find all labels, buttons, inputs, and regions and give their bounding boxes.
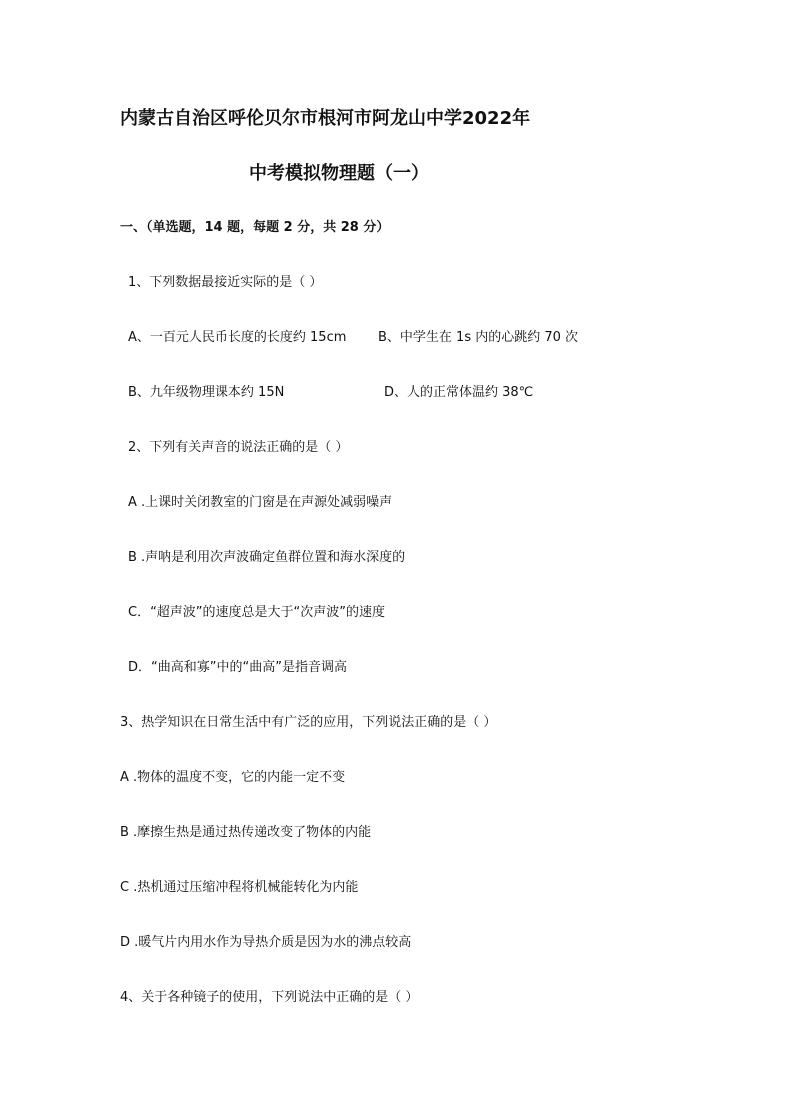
question-1-option-c: B、九年级物理课本约 15N xyxy=(128,385,285,400)
question-4-stem: 4、关于各种镜子的使用，下列说法中正确的是（ ） xyxy=(120,990,419,1005)
question-2-option-d: D．“曲高和寡”中的“曲高”是指音调高 xyxy=(128,660,347,675)
document-title-line-2: 中考模拟物理题（一） xyxy=(249,163,429,184)
question-3-stem: 3、热学知识在日常生活中有广泛的应用，下列说法正确的是（ ） xyxy=(120,715,497,730)
section-heading: 一、（单选题，14 题，每题 2 分，共 28 分） xyxy=(120,220,390,235)
question-3-option-c: C .热机通过压缩冲程将机械能转化为内能 xyxy=(120,880,359,895)
question-3-option-a: A .物体的温度不变，它的内能一定不变 xyxy=(120,770,346,785)
question-1-option-b: B、中学生在 1s 内的心跳约 70 次 xyxy=(378,330,579,345)
question-2-option-a: A .上课时关闭教室的门窗是在声源处减弱噪声 xyxy=(128,495,393,510)
question-2-option-c: C．“超声波”的速度总是大于“次声波”的速度 xyxy=(128,605,386,620)
question-1-stem: 1、下列数据最接近实际的是（ ） xyxy=(128,275,323,290)
question-2-option-b: B .声呐是利用次声波确定鱼群位置和海水深度的 xyxy=(128,550,406,565)
question-3-option-b: B .摩擦生热是通过热传递改变了物体的内能 xyxy=(120,825,372,840)
document-title-line-1: 内蒙古自治区呼伦贝尔市根河市阿龙山中学2022年 xyxy=(120,108,531,129)
question-1-option-a: A、一百元人民币长度的长度约 15cm xyxy=(128,330,347,345)
question-1-option-d: D、人的正常体温约 38℃ xyxy=(384,385,534,400)
question-3-option-d: D .暖气片内用水作为导热介质是因为水的沸点较高 xyxy=(120,935,412,950)
question-2-stem: 2、下列有关声音的说法正确的是（ ） xyxy=(128,440,349,455)
